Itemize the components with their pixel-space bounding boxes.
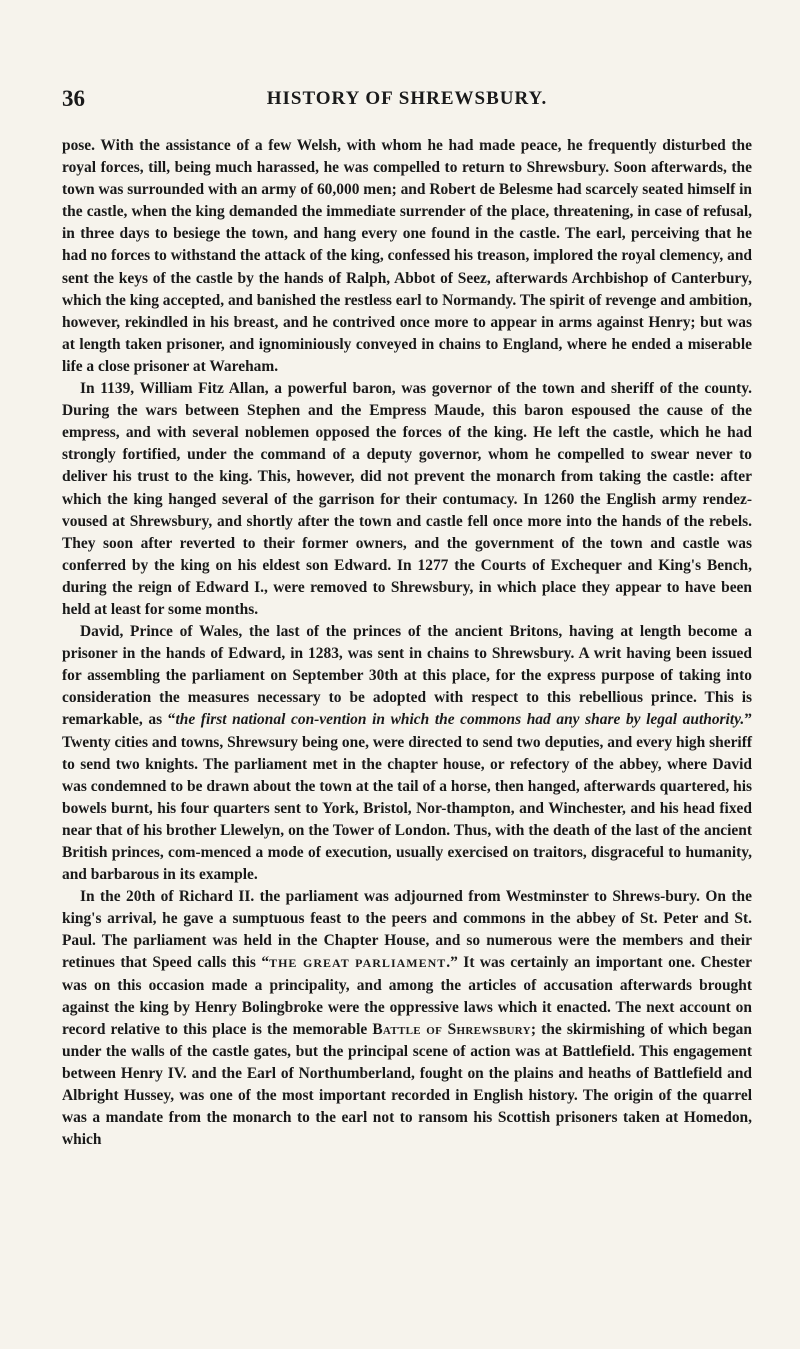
paragraph-4-before: In the 20th of Richard II. the parliament was adjourned from Westminster to Shrews-bury. On the king's arrival, he gave a sumptuous feast to the peers and commons in the abbey of St. Peter and St. Paul. The parliament was held in the Chapter House, and so numerous were the members and their retinues that Speed calls this “ [62,888,752,972]
paragraph-2: In 1139, William Fitz Allan, a powerful baron, was governor of the town and sheriff of the county. During the wars between Stephen and the Empress Maude, this baron espoused the cause of the empress, and with several noblemen opposed the forces of the king. He left the castle, which he had strongly fortified, under the command of a deputy governor, whom he compelled to swear never to deliver his trust to the king. This, however, did not prevent the monarch from taking the castle: after which the king hanged several of the garrison for their contumacy. In 1260 the English army rendez-voused at Shrewsbury, and shortly after the town and castle fell once more into the hands of the rebels. They soon after reverted to their former owners, and the government of the town and castle was conferred by the king on his eldest son Edward. In 1277 the Courts of Exchequer and King's Bench, during the reign of Edward I., were removed to Shrewsbury, in which place they appear to have been held at least for some months. [62,380,752,618]
paragraph-3-before: David, Prince of Wales, the last of the princes of the ancient Britons, having at length become a prisoner in the hands of Edward, in 1283, was sent in chains to Shrewsbury. A writ having been issued for assembling the parliament on September 30th at this place, for the express purpose of taking into consideration the measures necessary to be adopted with respect to this rebellious prince. This is remarkable, as “ [62,623,752,729]
paragraph-4-middle: .” It was certainly an important one. Chester was on this occasion made a principality, and among the articles of accusation afterwards brought against the king by Henry Bolingbroke were the oppressive laws which it enacted. The next account on record relative to this place is the memorable [62,954,752,1038]
paragraph-4-great-parliament: THE GREAT PARLIAMENT [269,956,447,971]
page-header [62,86,752,112]
running-head: HISTORY OF SHREWSBURY. [266,88,548,109]
paragraph-3-quote: the first national con-vention in which the commons had any share by legal authority. [175,711,745,729]
paragraph-3 [62,621,752,886]
paragraph-4 [62,886,752,1151]
paragraph-1: pose. With the assistance of a few Welsh, with whom he had made peace, he frequently disturbed the royal forces, till, being much harassed, he was compelled to return to Shrewsbury. Soon afterwards, the town was surrounded with an army of 60,000 men; and Robert de Belesme had scarcely seated himself in the castle, when the king demanded the immediate surrender of the place, threatening, in case of refusal, in three days to besiege the town, and hang every one found in the castle. The earl, perceiving that he had no forces to withstand the attack of the king, confessed his treason, implored the royal clemency, and sent the keys of the castle by the hands of Ralph, Abbot of Seez, afterwards Archbishop of Canterbury, which the king accepted, and banished the restless earl to Normandy. The spirit of revenge and ambition, however, rekindled in his breast, and he contrived once more to appear in arms against Henry; but was at length taken prisoner, and ignominiously conveyed in chains to England, where he ended a miserable life a close prisoner at Wareham. [62,137,753,375]
paragraph-3-after: ” Twenty cities and towns, Shrewsury being one, were directed to send two deputies, and every high sheriff to send two knights. The parliament met in the chapter house, or refectory of the abbey, where David was condemned to be drawn about the town at the tail of a horse, then hanged, afterwards quartered, his bowels burnt, his four quarters sent to York, Bristol, Nor-thampton, and Winchester, and his head fixed near that of his brother Llewelyn, on the Tower of London. Thus, with the death of the last of the ancient British princes, com-menced a mode of execution, usually exercised on traitors, disgraceful to humanity, and barbarous in its example. [62,711,752,884]
paragraph-4-battle: Battle of Shrewsbury [372,1020,531,1038]
paragraph-4-after: ; the skirmishing of which began under the walls of the castle gates, but the principal scene of action was at Battlefield. This engagement between Henry IV. and the Earl of Northumberland, fought on the plains and heaths of Battlefield and Albright Hussey, was one of the most important recorded in English history. The origin of the quarrel was a mandate from the monarch to the earl not to ransom his Scottish prisoners taken at Homedon, which [62,1020,752,1149]
body-text [62,135,752,1151]
page-number: 36 [62,86,85,111]
